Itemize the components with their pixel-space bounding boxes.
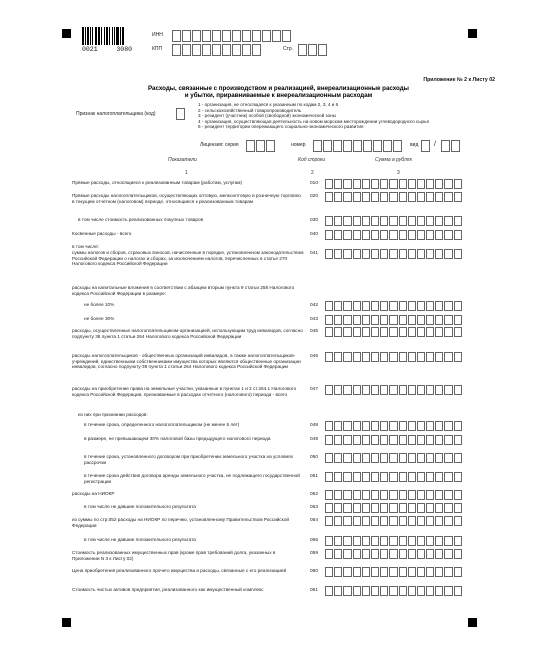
column-number-2: 2 xyxy=(311,170,314,176)
row-060-code: 060 xyxy=(309,569,318,574)
row-061-code: 061 xyxy=(309,588,318,593)
row-047-code: 047 xyxy=(309,387,318,392)
corner-marker-top-left xyxy=(62,29,71,38)
row-053-amount-field[interactable] xyxy=(325,503,462,513)
row-051-text: в течение срока действия договора аренды земельного участка, не подлежащего государственной регистрации xyxy=(84,473,300,484)
taxpayer-code-label: Признак налогоплательщика (код) xyxy=(76,111,156,117)
row-043-text: не более 30% xyxy=(84,316,115,321)
row-051-amount-field[interactable] xyxy=(325,472,462,482)
row-label-12-text: из них при признании расходов: xyxy=(78,412,148,417)
row-054-code: 054 xyxy=(309,518,318,523)
row-053-text: в том числе не давшие положительного результата xyxy=(84,504,196,509)
row-041-text: суммы налогов и сборов, страховых взносов, начисленные в порядке, установленном законодательством Российской Федерации о налогах и сборах, за исключением налогов, перечисленных в статье 270 Налогового кодекса Российской Федерации xyxy=(72,250,304,267)
row-053-code: 053 xyxy=(309,505,318,510)
row-052-amount-field[interactable] xyxy=(325,490,462,500)
row-040-text: Косвенные расходы - всего xyxy=(72,231,132,236)
column-header-indicators: Показатели xyxy=(168,157,197,163)
row-048-text: в течение срока, определенного налогоплательщиком (не менее 5 лет) xyxy=(84,422,240,427)
row-040-code: 040 xyxy=(309,232,318,237)
barcode xyxy=(82,27,132,52)
row-052-text: расходы на НИОКР xyxy=(72,491,115,496)
license-type-label: вид xyxy=(410,142,419,148)
row-010-amount-field[interactable] xyxy=(325,179,462,189)
row-020-amount-field[interactable] xyxy=(325,192,462,202)
row-030-text: в том числе стоимость реализованных покупных товаров xyxy=(78,217,204,222)
page-label: Стр. xyxy=(283,46,294,52)
row-043-code: 043 xyxy=(309,317,318,322)
row-049-code: 049 xyxy=(309,437,318,442)
form-title-line1: Расходы, связанные с производством и реализацией, внереализационные расходы xyxy=(148,85,409,92)
barcode-number-right: 3080 xyxy=(116,46,132,53)
row-label-6-text: расходы на капитальные вложения в соответствии с абзацем вторым пункта 9 статьи 258 Налогового кодекса Российской Федерации в размере: xyxy=(72,285,295,296)
corner-marker-bottom-left xyxy=(62,618,71,627)
row-020-text: Прямые расходы налогоплательщиков, осуществляющих оптовую, мелкооптовую и розничную торговлю в текущем отчетном (налоговом) периоде, относящиеся к реализованным товарам xyxy=(72,193,301,204)
row-059-text: Стоимость реализованных имущественных прав (кроме прав требований долга, указанных в Приложении N 3 к Листу 02) xyxy=(72,550,276,561)
corner-marker-bottom-right xyxy=(468,618,477,627)
barcode-bars xyxy=(82,27,132,45)
row-059-amount-field[interactable] xyxy=(325,549,462,559)
license-type-slash: / xyxy=(434,141,436,148)
inn-field[interactable] xyxy=(172,30,291,42)
page-number-field[interactable] xyxy=(298,44,327,56)
row-055-text: в том числе не давшие положительного результата xyxy=(84,537,196,542)
taxpayer-category-1: 1 - организация, не относящаяся к указанным по кодам 2, 3, 4 и 6 xyxy=(198,102,339,107)
row-046-text: расходы налогоплательщиков - общественных организаций инвалидов, а также налогоплательщиков-учреждений, единственными собственниками имущества которых являются общественные организации инвалидов, согласно подпункту 39 пункта 1 статьи 264 Налогового кодекса Российской Федерации xyxy=(72,353,301,370)
row-049-text: в размере, не превышающем 30% налоговой базы предыдущего налогового периода xyxy=(84,436,271,441)
row-059-code: 059 xyxy=(309,551,318,556)
appendix-label: Приложение № 2 к Листу 02 xyxy=(423,77,495,83)
kpp-field[interactable] xyxy=(172,44,261,56)
license-series-label: Лицензия: серия xyxy=(200,142,239,148)
row-042-amount-field[interactable] xyxy=(325,301,462,311)
row-042-text: не более 10% xyxy=(84,302,115,307)
column-number-1: 1 xyxy=(185,170,188,176)
row-060-text: Цена приобретения реализованного прочего имущества и расходы, связанные с его реализацией xyxy=(72,568,287,573)
row-048-code: 048 xyxy=(309,423,318,428)
row-047-text: расходы на приобретение права на земельные участки, указанные в пунктах 1 и 2 ст.264.1 Налогового кодекса Российской Федерации, признаваемые в расходах отчетного (налогового) периода - всего xyxy=(72,386,297,397)
row-061-text: Стоимость чистых активов предприятия, реализованного как имущественный комплекс xyxy=(72,587,264,592)
taxpayer-category-2: 2 - сельскохозяйственный товаропроизводитель xyxy=(198,107,302,113)
row-041-code: 041 xyxy=(309,251,318,256)
row-047-amount-field[interactable] xyxy=(325,385,462,395)
row-046-amount-field[interactable] xyxy=(325,352,462,362)
row-051-code: 051 xyxy=(309,474,318,479)
taxpayer-category-3: 3 - резидент (участник) особой (свободной) экономической зоны xyxy=(198,113,336,118)
inn-label: ИНН xyxy=(152,32,163,38)
taxpayer-category-6: 6 - резидент территории опережающего социально-экономического развития xyxy=(198,124,364,129)
row-041-amount-field[interactable] xyxy=(325,249,462,259)
row-054-text: из суммы по стр.052 расходы на НИОКР по перечню, установленному Правительством Российской Федерации xyxy=(72,517,289,528)
license-type-field-b[interactable] xyxy=(441,140,460,152)
row-030-code: 030 xyxy=(309,218,318,223)
taxpayer-category-4: 4 - организация, осуществляющая деятельность на новом морском месторождении углеводородного сырья xyxy=(198,118,429,124)
column-number-3: 3 xyxy=(397,170,400,176)
license-number-label: номер xyxy=(291,142,306,148)
license-type-field-a[interactable] xyxy=(421,140,430,152)
row-010-text: Прямые расходы, относящиеся к реализованным товарам (работам, услугам) xyxy=(72,180,243,185)
column-header-sum: Сумма в рублях xyxy=(375,157,412,163)
kpp-label: КПП xyxy=(152,46,163,52)
row-052-code: 052 xyxy=(309,492,318,497)
row-045-code: 045 xyxy=(309,329,318,334)
row-049-amount-field[interactable] xyxy=(325,435,462,445)
taxpayer-code-field[interactable] xyxy=(176,108,185,120)
row-042-code: 042 xyxy=(309,303,318,308)
row-060-amount-field[interactable] xyxy=(325,567,462,577)
row-061-amount-field[interactable] xyxy=(325,586,462,596)
row-050-amount-field[interactable] xyxy=(325,453,462,463)
row-040-amount-field[interactable] xyxy=(325,230,462,240)
column-header-code: Код строки xyxy=(298,157,326,163)
row-030-amount-field[interactable] xyxy=(325,216,462,226)
row-055-code: 055 xyxy=(309,538,318,543)
taxpayer-category-list xyxy=(198,102,429,130)
row-020-code: 020 xyxy=(309,194,318,199)
row-050-text: в течение срока, установленного договором при приобретении земельного участка на условиях рассрочки xyxy=(84,454,294,465)
form-title-line2: и убытки, приравниваемые к внереализационным расходам xyxy=(184,92,373,99)
row-054-amount-field[interactable] xyxy=(325,516,462,526)
row-048-amount-field[interactable] xyxy=(325,421,462,431)
row-046-code: 046 xyxy=(309,354,318,359)
row-label-4-text: в том числе: xyxy=(72,244,100,249)
row-050-code: 050 xyxy=(309,455,318,460)
row-045-amount-field[interactable] xyxy=(325,327,462,337)
row-010-code: 010 xyxy=(309,181,318,186)
license-number-field[interactable] xyxy=(313,140,402,152)
license-series-field[interactable] xyxy=(246,140,275,152)
row-055-amount-field[interactable] xyxy=(325,536,462,546)
corner-marker-top-right xyxy=(468,29,477,38)
row-045-text: расходы, осуществленные налогоплательщиком-организацией, использующим труд инвалидов, согласно подпункту 38 пункта 1 статьи 264 Налогового кодекса Российской Федерации xyxy=(72,328,303,339)
barcode-number-left: 0021 xyxy=(82,46,98,53)
row-043-amount-field[interactable] xyxy=(325,315,462,325)
